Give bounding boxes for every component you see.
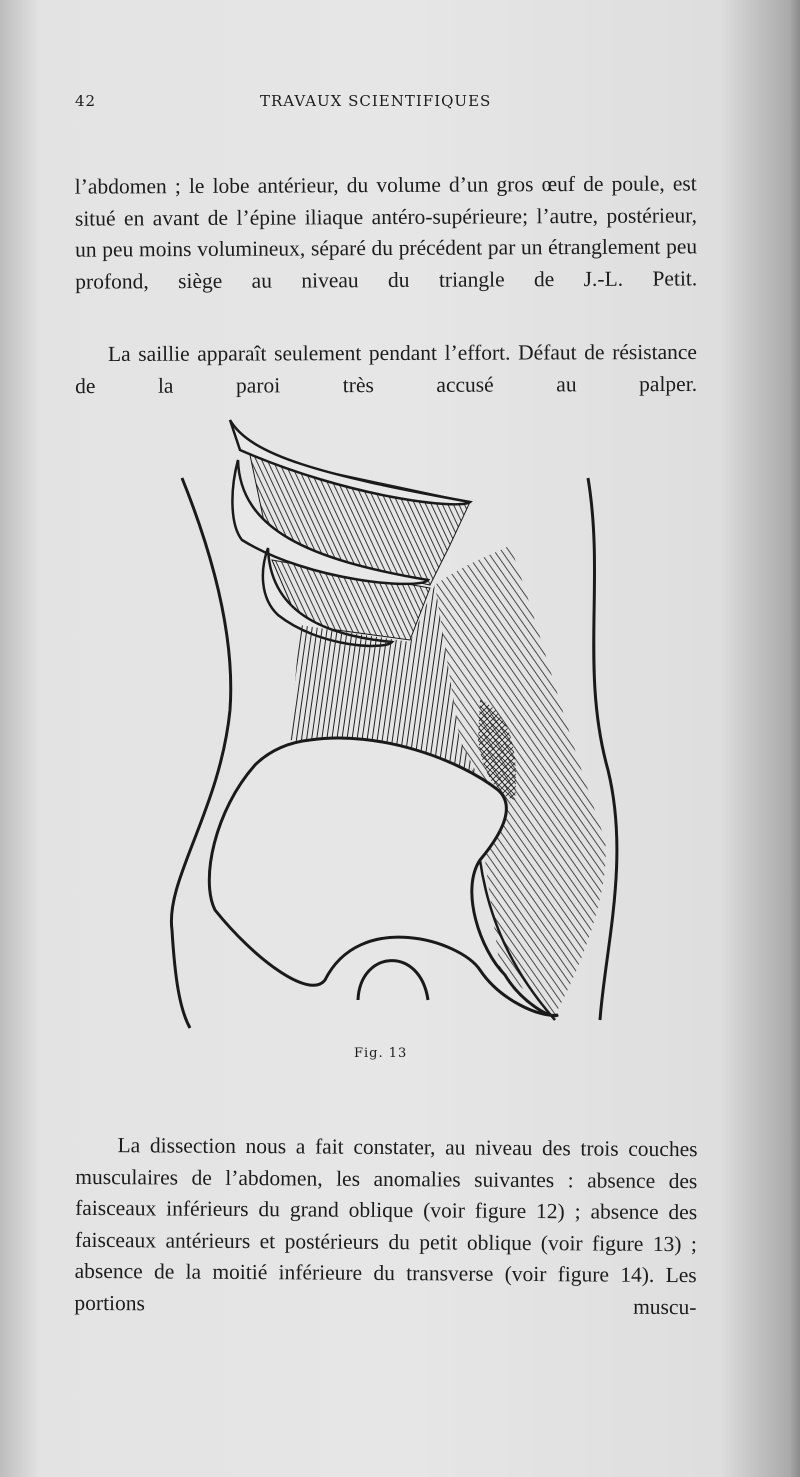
paragraph-1: l’abdomen ; le lobe antérieur, du volume d’un gros œuf de poule, est situé en avant de l’épine iliaque antéro-supérieure; l’autre, postérieur, un peu moins volumineux, séparé du précédent par un étranglement peu profond, siège au niveau du triangle de J.-L. Petit. [74, 170, 698, 293]
page-header [75, 92, 695, 116]
paragraph-2: La saillie apparaît seulement pendant l’effort. Défaut de résistance de la paroi très accusé au palper. [75, 339, 698, 398]
right-body-contour [588, 478, 617, 1020]
running-head: TRAVAUX SCIENTIFIQUES [260, 92, 492, 110]
left-body-contour [171, 478, 230, 1028]
page-number: 42 [75, 92, 97, 110]
anatomical-figure [160, 410, 620, 1040]
anatomical-drawing [160, 410, 620, 1040]
foramen-arc [358, 961, 428, 1000]
figure-caption: Fig. 13 [354, 1046, 408, 1061]
paragraph-3: La dissection nous a fait constater, au niveau des trois couches musculaires de l’abdomen, les anomalies suivantes : absence des faisceaux inférieurs du grand oblique (voir figure 12) ; absence des faisceaux antérieurs et postérieurs du petit oblique (voir figure 13) ; absence de la moitié inférieure du transverse (voir figure 14). Les portions muscu- [74, 1132, 698, 1319]
